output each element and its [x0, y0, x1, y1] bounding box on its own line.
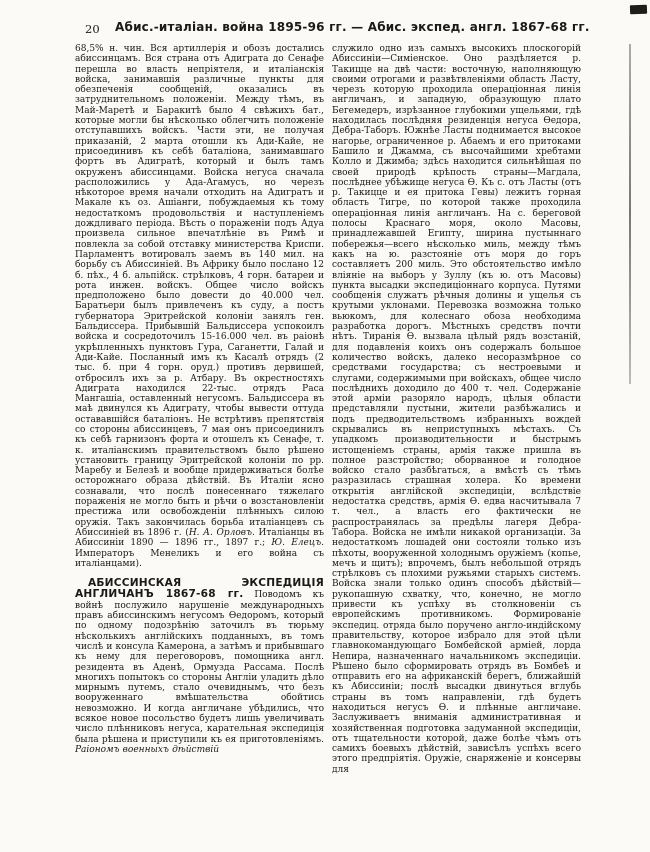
- right-column: [332, 44, 581, 804]
- article1-ref-title-2: . Императоръ Менеликъ и его война съ италіанцами).: [75, 538, 324, 569]
- article2-intro: Поводомъ къ войнѣ послужило нарушеніе международныхъ правъ абиссинскимъ негусомъ Ѳедоромъ, который по одному подозрѣнію заточилъ въ тюрьму нѣсколькихъ англійскихъ подданныхъ, въ томъ числѣ и консула Камерона, а затѣмъ и прибывшаго къ нему для переговоровъ, помощника англ. резидента въ Аденѣ, Ормузда Рассама. Послѣ многихъ попытокъ со стороны Англіи уладить дѣло мирнымъ путемъ, стало очевиднымъ, что безъ вооруженнаго вмѣшательства обойтись невозможно. И когда англичане убѣдились, что всякое новое посольство будетъ лишь увеличивать число плѣнниковъ негуса, карательная экспедиція была рѣшена и приступили къ ея приготовленіямъ.: [75, 590, 324, 745]
- article1-ref-author-2: Ю. Елецъ: [271, 538, 322, 549]
- scan-ink-artifact: [630, 5, 647, 15]
- running-title: Абис.-италіан. война 1895-96 гг. — Абис. экспед. англ. 1867-68 гг.: [115, 20, 590, 34]
- article1-ref-author-1: Н. А. Орловъ: [188, 527, 252, 538]
- text-columns: [75, 44, 581, 804]
- article1-body: 68,5% н. чин. Вся артиллерія и обозъ достались абиссинцамъ. Вся страна отъ Адиграта до Сенафе перешла во власть непріятеля, и италіанскія войска, занимавшія различные пункты для обезпеченія сообщеній, оказались въ затруднительномъ положеніи. Между тѣмъ, въ Май-Маретѣ и Баракитѣ было 4 свѣжихъ бат., которые могли бы нѣсколько облегчить положеніе отступавшихъ войскъ. Части эти, не получая приказаній, 2 марта отошли къ Ади-Кайе, не присоединивъ къ себѣ баталіона, занимавшаго фортъ въ Адигратѣ, который и былъ тамъ окруженъ абиссинцами. Войска негуса сначала расположились у Ада-Агамусъ, но черезъ нѣкоторое время начали отходить на Адигратъ и Макале къ оз. Ашіанги, побуждаемыя къ тому недостаткомъ продовольствія и наступленіемъ дождливаго періода. Вѣсть о пораженіи подъ Адуа произвела сильное впечатлѣніе въ Римѣ и повлекла за собой отставку министерства Криспи. Парламентъ вотировалъ заемъ въ 140 мил. на борьбу съ Абиссиніей. Въ Африку было послано 12 б. пѣх., 4 б. альпійск. стрѣлковъ, 4 горн. батареи и рота инжен. войскъ. Общее число войскъ предположено было довести до 40.000 чел. Баратьери былъ привлеченъ къ суду, а постъ губернатора Эритрейской колоніи занялъ ген. Бальдиссера. Прибывшій Бальдиссера успокоилъ войска и сосредоточилъ 15-16.000 чел. въ раіонѣ укрѣпленныхъ пунктовъ Гура, Саганетти, Галай и Ади-Кайе. Посланный имъ къ Касалѣ отрядъ (2 тыс. б. при 4 горн. оруд.) противъ дервишей, отбросилъ ихъ за р. Атбару. Въ окрестностяхъ Адиграта находился 22-тыс. отрядъ Раса Мангашіа, оставленный негусомъ. Бальдиссера въ маѣ двинулся къ Адиграту, чтобы вывести оттуда остававшійся баталіонъ. Не встрѣтивъ препятствія со стороны абиссинцевъ, 7 мая онъ присоединилъ къ себѣ гарнизонъ форта и отошелъ къ Сенафе, т. к. италіанскимъ правительствомъ было рѣшено установить границу Эритрейской колоніи по рр. Маребу и Белезѣ и вообще придерживаться болѣе осторожнаго образа дѣйствій. Въ Италіи ясно сознавали, что послѣ понесеннаго тяжелаго пораженія не могло быть и рѣчи о возстановленіи престижа или освобожденіи плѣнныхъ силою оружія. Такъ закончилась борьба италіанцевъ съ Абиссиніей въ 1896 г. (: [75, 44, 324, 538]
- paragraph-article2-start: [75, 578, 324, 755]
- article2-continuation: служило одно изъ самыхъ высокихъ плоскогорій Абиссиніи—Симіенское. Оно раздѣляется р. Такицце на двѣ части: восточную, наполняющую своими отрогами и развѣтвленіями область Ласту, черезъ которую проходила операціонная линія англичанъ, и западную, образующую плато Бегемедеръ, изрѣзанное глубокими ущельями, гдѣ находилась послѣдняя резиденція негуса Ѳедора, Дебра-Таборъ. Южнѣе Ласты поднимается высокое нагорье, ограниченное р. Абаемъ и его притоками Башило и Джамма, съ высочайшими хребтами Колло и Джимба; здѣсь находится сильнѣйшая по своей природѣ крѣпость страны—Магдала, послѣднее убѣжище негуса Ѳ. Къ с. отъ Ласты (отъ р. Такицце и ея притока Гевы) лежитъ горная область Тигре, по которой также проходила операціонная линія англичанъ. На с. береговой полосы Краснаго моря, около Масовы, принадлежавшей Египту, ширина пустыннаго побережья—всего нѣсколько миль, между тѣмъ какъ на ю. разстояніе отъ моря до горъ составляетъ 200 миль. Это обстоятельство имѣло вліяніе на выборъ у Зуллу (къ ю. отъ Масовы) пункта высадки экспедиціоннаго корпуса. Путями сообщенія служатъ рѣчныя долины и ущелья съ крутыми уклонами. Перевозка возможна только вьюкомъ, для колеснаго обоза необходима разработка дорогъ. Мѣстныхъ средствъ почти нѣтъ. Тиранія Ѳ. вызвала цѣлый рядъ возстаній, для подавленія коихъ онъ содержалъ большое количество войскъ, далеко несоразмѣрное со средствами государства; съ нестроевыми и слугами, содержимыми при войскахъ, общее число послѣднихъ доходило до 400 т. чел. Содержаніе этой арміи разоряло народъ, цѣлыя области представляли пустыни, жители разбѣжались и подъ предводительствомъ избранныхъ вождей скрывались въ неприступныхъ мѣстахъ. Съ упадкомъ производительности и быстрымъ истощеніемъ страны, армія также пришла въ полное разстройство; оборванное и голодное войско стало разбѣгаться, а вмѣстѣ съ тѣмъ разразилась страшная холера. Ко времени открытія англійской экспедиціи, вслѣдствіе недостатка средствъ, армія Ѳ. едва насчитывала 7 т. чел., а власть его фактически не распространялась за предѣлы лагеря Дебра-Табора. Войска не имѣли никакой организаціи. За недостаткомъ лошадей они состояли только изъ пѣхоты, вооруженной холоднымъ оружіемъ (копье, мечъ и щитъ); впрочемъ, былъ небольшой отрядъ стрѣлковъ съ плохими ружьями старыхъ системъ. Войска знали только одинъ способъ дѣйствій—рукопашную схватку, что, конечно, не могло привести къ успѣху въ столкновеніи съ европейскимъ противникомъ. Формированіе экспедиц. отряда было поручено англо-индійскому правительству, которое избрало для этой цѣли главнокомандующаго Бомбейской арміей, лорда Непира, назначеннаго начальникомъ экспедиціи. Рѣшено было сформировать отрядъ въ Бомбеѣ и отправить его на африканскій берегъ, ближайшій къ Абиссиніи; послѣ высадки двинуться вглубь страны въ томъ направленіи, гдѣ будетъ находиться негусъ Ѳ. и плѣнные англичане. Заслуживаетъ вниманія административная и хозяйственная подготовка задуманной экспедиціи, отъ тщательности которой, даже болѣе чѣмъ отъ самихъ боевыхъ дѣйствій, зависѣлъ успѣхъ всего этого предпріятія. Оружіе, снаряженіе и консервы для: [332, 44, 581, 775]
- scan-page-edge-line: [629, 44, 631, 384]
- article2-heading: АБИССИНСКАЯ ЭКСПЕДИЦІЯ АНГЛИЧАНЪ 1867-68 гг.: [75, 577, 324, 601]
- left-column: [75, 44, 324, 804]
- page-header: [75, 20, 590, 38]
- paragraph-article2-continued: [332, 44, 581, 775]
- article1-ref-title-1: . Италіанцы въ Абиссиніи 1890 — 1896 гг., 1897 г.;: [75, 527, 324, 549]
- article2-subtopic-lead: Раіономъ военныхъ дѣйствій: [75, 744, 220, 755]
- page-number: 20: [85, 22, 100, 36]
- paragraph-article1-continuation: [75, 44, 324, 569]
